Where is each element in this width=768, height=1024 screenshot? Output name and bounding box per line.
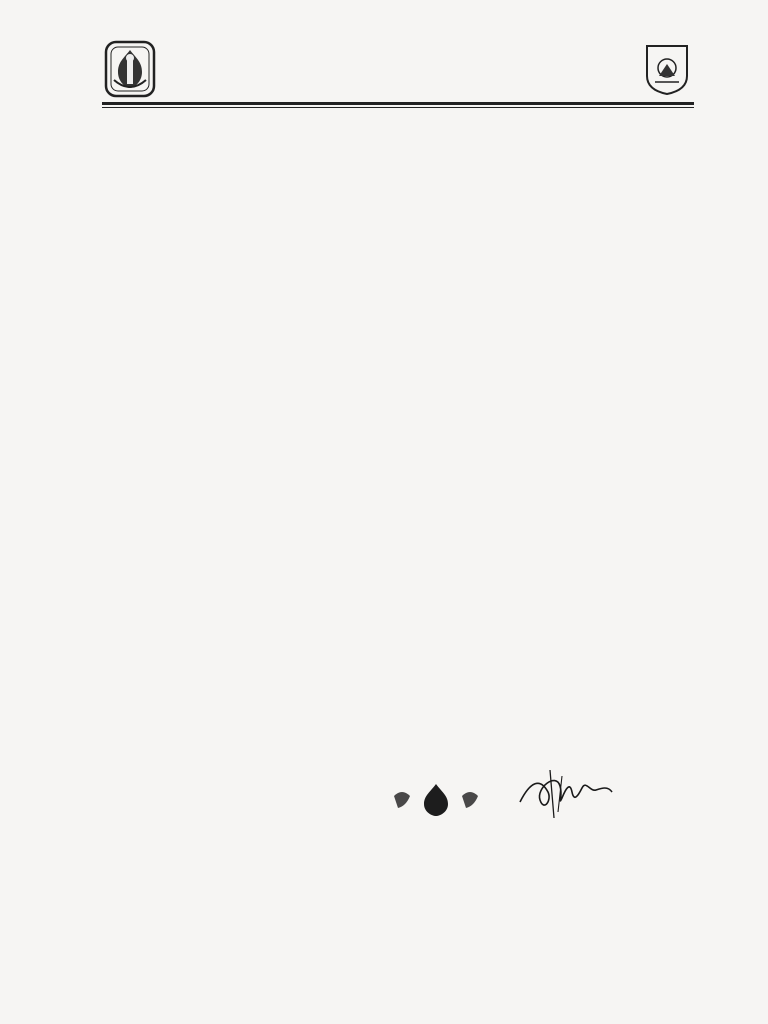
intro-paragraph [56,230,736,247]
official-stamp [362,726,510,874]
school-logo [641,42,693,96]
closing-paragraph [56,633,736,650]
regency-emblem-logo [104,40,156,98]
letterhead-rule-thick [102,102,694,105]
letterhead-rule-thin [102,107,694,108]
body-paragraph [56,406,736,423]
handwritten-signature [500,762,620,822]
